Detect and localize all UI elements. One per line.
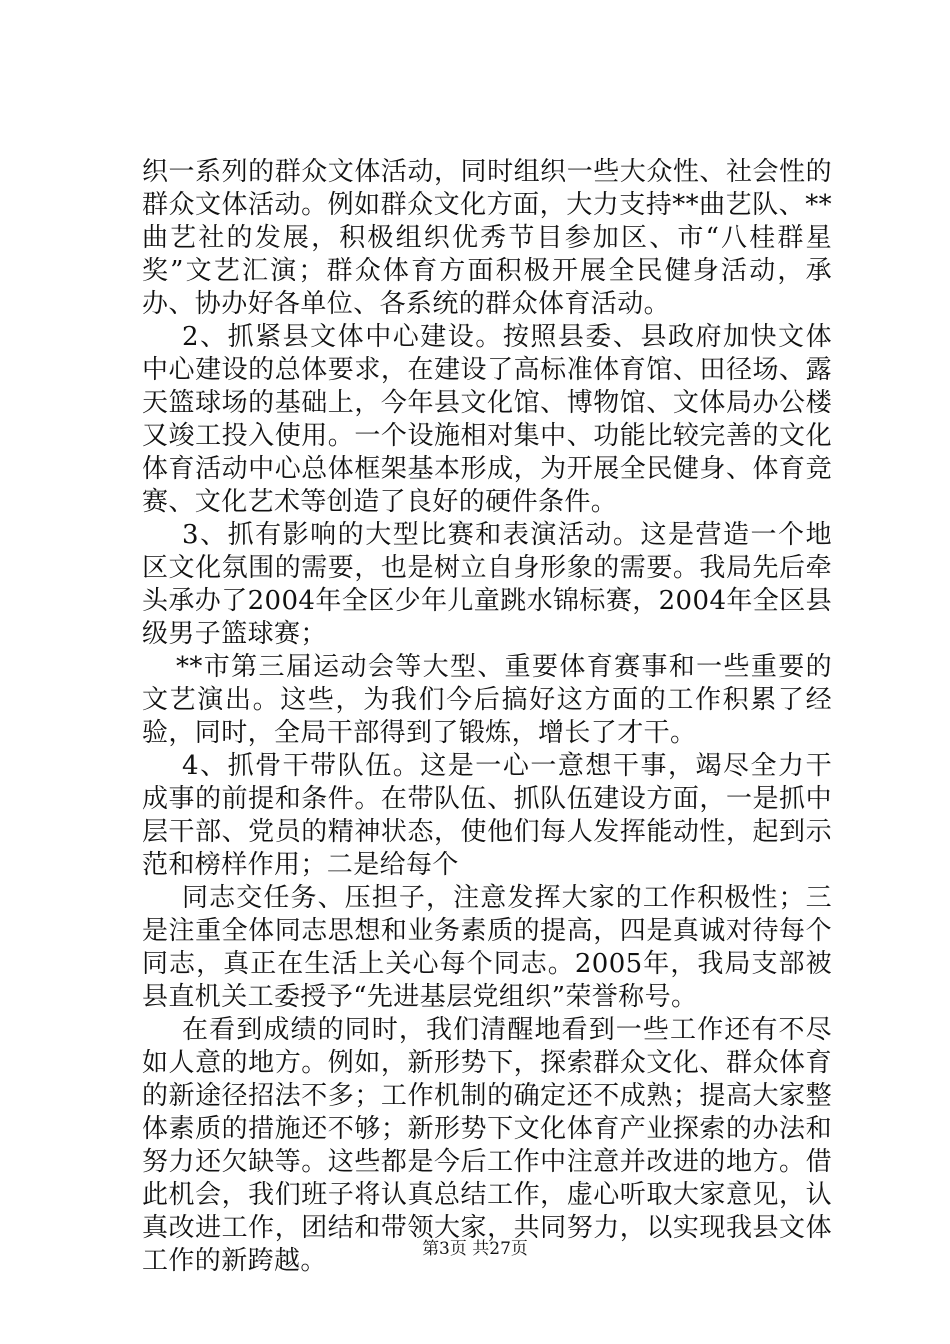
paragraph-item-3: 3、抓有影响的大型比赛和表演活动。这是营造一个地区文化氛围的需要，也是树立自身形象的需要。我局先后牵头承办了2004年全区少年儿童跳水锦标赛，2004年全区县级男子篮球赛； <box>142 520 832 649</box>
paragraph-item-3-continued: **市第三届运动会等大型、重要体育赛事和一些重要的文艺演出。这些，为我们今后搞好这方面的工作积累了经验，同时，全局干部得到了锻炼，增长了才干。 <box>142 652 832 748</box>
page-footer <box>0 1238 950 1260</box>
paragraph-conclusion: 在看到成绩的同时，我们清醒地看到一些工作还有不尽如人意的地方。例如，新形势下，探索群众文化、群众体育的新途径招法不多；工作机制的确定还不成熟；提高大家整体素质的措施还不够；新形势下文化体育产业探索的办法和努力还欠缺等。这些都是今后工作中注意并改进的地方。借此机会，我们班子将认真总结工作，虚心听取大家意见，认真改进工作，团结和带领大家，共同努力，以实现我县文体工作的新跨越。 <box>142 1015 832 1276</box>
document-body <box>142 156 832 1278</box>
paragraph-item-2: 2、抓紧县文体中心建设。按照县委、县政府加快文体中心建设的总体要求，在建设了高标准体育馆、田径场、露天篮球场的基础上，今年县文化馆、博物馆、文体局办公楼又竣工投入使用。一个设施相对集中、功能比较完善的文化体育活动中心总体框架基本形成，为开展全民健身、体育竞赛、文化艺术等创造了良好的硬件条件。 <box>142 322 832 517</box>
paragraph-continuation: 织一系列的群众文体活动，同时组织一些大众性、社会性的群众文体活动。例如群众文化方面，大力支持**曲艺队、**曲艺社的发展，积极组织优秀节目参加区、市“八桂群星奖”文艺汇演；群众体育方面积极开展全民健身活动，承办、协办好各单位、各系统的群众体育活动。 <box>142 157 832 319</box>
page-number: 第3页 共27页 <box>422 1239 528 1259</box>
paragraph-item-4: 4、抓骨干带队伍。这是一心一意想干事，竭尽全力干成事的前提和条件。在带队伍、抓队伍建设方面，一是抓中层干部、党员的精神状态，使他们每人发挥能动性，起到示范和榜样作用；二是给每个 <box>142 751 832 880</box>
paragraph-item-4-continued: 同志交任务、压担子，注意发挥大家的工作积极性；三是注重全体同志思想和业务素质的提高，四是真诚对待每个同志，真正在生活上关心每个同志。2005年，我局支部被县直机关工委授予“先进基层党组织”荣誉称号。 <box>142 883 832 1012</box>
